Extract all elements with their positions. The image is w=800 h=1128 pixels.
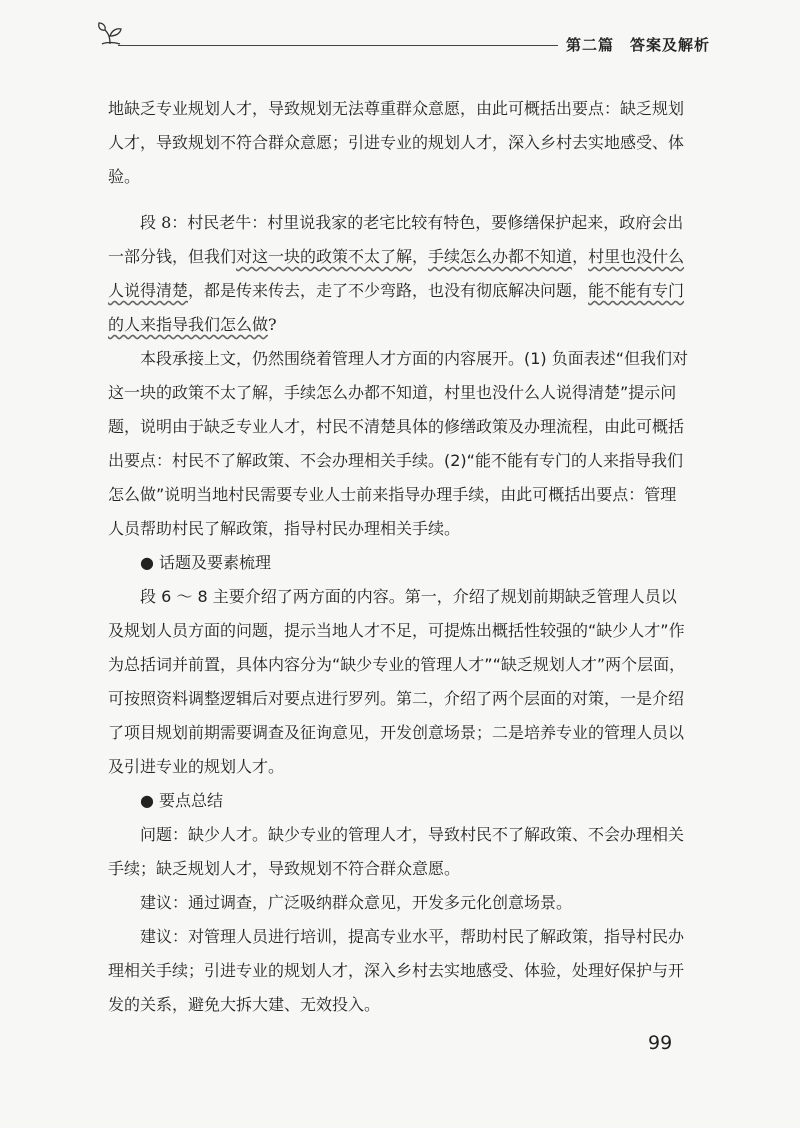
summary-suggestion-1: 建议：通过调查，广泛吸纳群众意见，开发多元化创意场景。 xyxy=(140,893,573,912)
quote-text: ? xyxy=(268,315,277,334)
quote-underlined: 村里也没什么人说得清楚 xyxy=(108,247,685,300)
quote-text: ， xyxy=(572,247,589,266)
page-content xyxy=(108,92,690,1022)
running-header: 第二篇 答案及解析 xyxy=(566,36,711,54)
quote-underlined: 手续怎么办都不知道 xyxy=(428,247,573,266)
section-heading-summary: ● 要点总结 xyxy=(140,791,224,810)
quote-underlined: 对这一块的政策不太了解 xyxy=(236,247,413,266)
summary-problem: 问题：缺少人才。缺少专业的管理人才，导致村民不了解政策、不会办理相关手续；缺乏规划人才，导致规划不符合群众意愿。 xyxy=(108,825,685,878)
quote-underlined: 能不能有专门的人来指导我们怎么做 xyxy=(108,281,685,334)
summary-suggestion-2: 建议：对管理人员进行培训，提高专业水平，帮助村民了解政策，指导村民办理相关手续；引进专业的规划人才，深入乡村去实地感受、体验，处理好保护与开发的关系，避免大拆大建、无效投入。 xyxy=(108,927,685,1014)
intro-paragraph: 地缺乏专业规划人才，导致规划无法尊重群众意愿，由此可概括出要点：缺乏规划人才，导致规划不符合群众意愿；引进专业的规划人才，深入乡村去实地感受、体验。 xyxy=(108,99,685,186)
section-heading-topics: ● 话题及要素梳理 xyxy=(140,553,272,572)
quote-text: 段 8：村民老牛：村里说我家的老宅比较有特色，要修缮保护起来，政府会出一部分钱，但我们 xyxy=(108,213,684,266)
quoted-material xyxy=(108,206,690,342)
header-rule xyxy=(118,45,558,46)
sprout-icon xyxy=(96,20,124,46)
analysis-paragraph: 本段承接上文，仍然围绕着管理人才方面的内容展开。(1) 负面表述“但我们对这一块的政策不太了解，手续怎么办都不知道，村里也没什么人说得清楚”提示问题，说明由于缺乏专业人才，村民不清楚具体的修缮政策及办理流程，由此可概括出要点：村民不了解政策、不会办理相关手续。(2)“能不能有专门的人来指导我们怎么做”说明当地村民需要专业人士前来指导办理手续，由此可概括出要点：管理人员帮助村民了解政策，指导村民办理相关手续。 xyxy=(108,349,689,538)
page-number: 99 xyxy=(648,1032,673,1054)
quote-text: ，都是传来传去，走了不少弯路，也没有彻底解决问题， xyxy=(188,281,589,300)
topics-paragraph: 段 6 ～ 8 主要介绍了两方面的内容。第一，介绍了规划前期缺乏管理人员以及规划人员方面的问题，提示当地人才不足，可提炼出概括性较强的“缺少人才”作为总括词并前置，具体内容分为“缺少专业的管理人才”“缺乏规划人才”两个层面，可按照资料调整逻辑后对要点进行罗列。第二，介绍了两个层面的对策，一是介绍了项目规划前期需要调查及征询意见，开发创意场景；二是培养专业的管理人员以及引进专业的规划人才。 xyxy=(108,587,686,776)
quote-text: ， xyxy=(412,247,429,266)
